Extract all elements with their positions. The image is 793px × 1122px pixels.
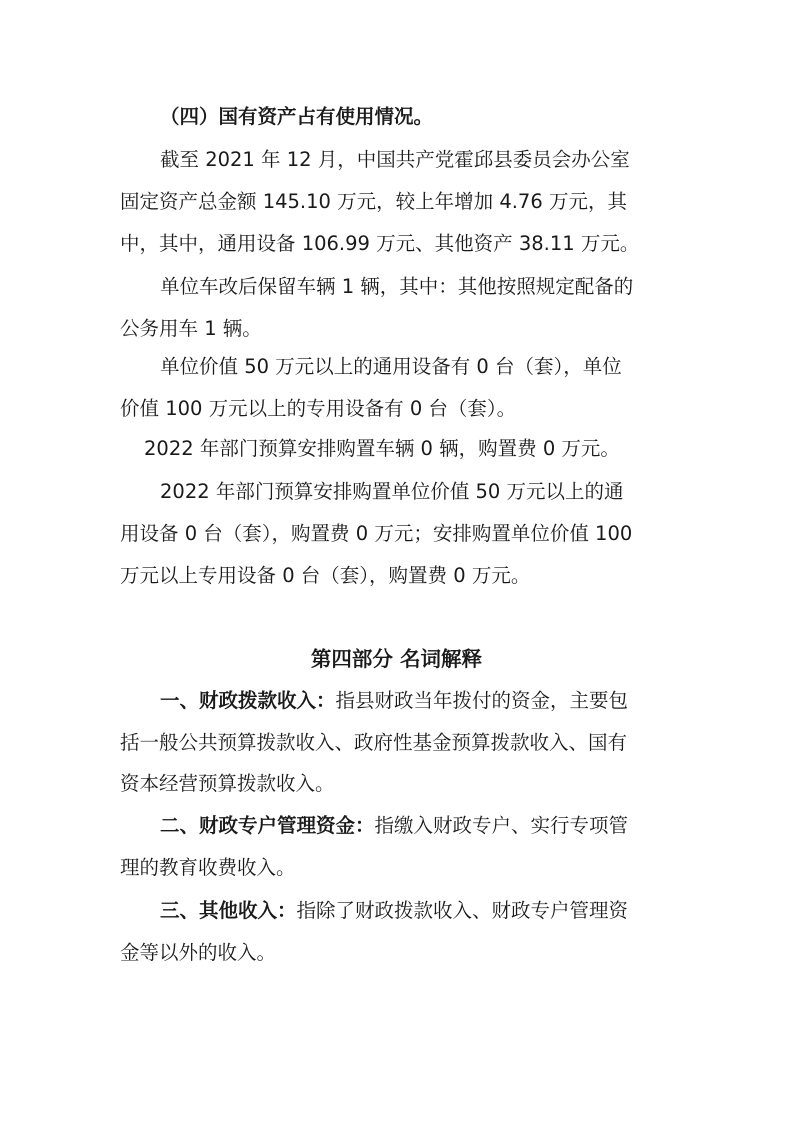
paragraph-line: 单位价值 50 万元以上的通用设备有 0 台（套），单位 xyxy=(160,355,622,378)
paragraph-line: 万元以上专用设备 0 台（套），购置费 0 万元。 xyxy=(120,564,531,587)
definition-term: 三、其他收入： xyxy=(160,899,297,922)
paragraph-line: 2022 年部门预算安排购置单位价值 50 万元以上的通 xyxy=(160,480,624,503)
definition-text: 指县财政当年拨付的资金，主要包 xyxy=(335,689,629,712)
part-title: 第四部分 名词解释 xyxy=(310,647,483,671)
paragraph-line: 价值 100 万元以上的专用设备有 0 台（套）。 xyxy=(120,397,517,420)
definition-term: 二、财政专户管理资金： xyxy=(160,814,375,837)
paragraph-line: 固定资产总金额 145.10 万元，较上年增加 4.76 万元，其 xyxy=(120,190,627,213)
paragraph-line: 单位车改后保留车辆 1 辆，其中：其他按照规定配备的 xyxy=(160,275,634,298)
paragraph-line: 用设备 0 台（套），购置费 0 万元；安排购置单位价值 100 xyxy=(120,522,633,545)
paragraph-line: 括一般公共预算拨款收入、政府性基金预算拨款收入、国有 xyxy=(120,731,628,754)
paragraph-line: 金等以外的收入。 xyxy=(120,941,277,964)
definition-item xyxy=(160,688,628,714)
section-heading: （四）国有资产占有使用情况。 xyxy=(160,105,434,128)
definition-text: 指缴入财政专户、实行专项管 xyxy=(374,814,629,837)
definition-text: 指除了财政拨款收入、财政专户管理资 xyxy=(296,899,629,922)
paragraph-line: 资本经营预算拨款收入。 xyxy=(120,772,335,795)
definition-item xyxy=(160,898,628,924)
paragraph-line: 公务用车 1 辆。 xyxy=(120,317,262,340)
definition-term: 一、财政拨款收入： xyxy=(160,689,336,712)
paragraph-line: 2022 年部门预算安排购置车辆 0 辆，购置费 0 万元。 xyxy=(144,437,620,460)
paragraph-line: 中，其中，通用设备 106.99 万元、其他资产 38.11 万元。 xyxy=(120,232,640,255)
definition-item xyxy=(160,813,628,839)
paragraph-line: 截至 2021 年 12 月，中国共产党霍邱县委员会办公室 xyxy=(160,148,630,171)
paragraph-line: 理的教育收费收入。 xyxy=(120,856,296,879)
